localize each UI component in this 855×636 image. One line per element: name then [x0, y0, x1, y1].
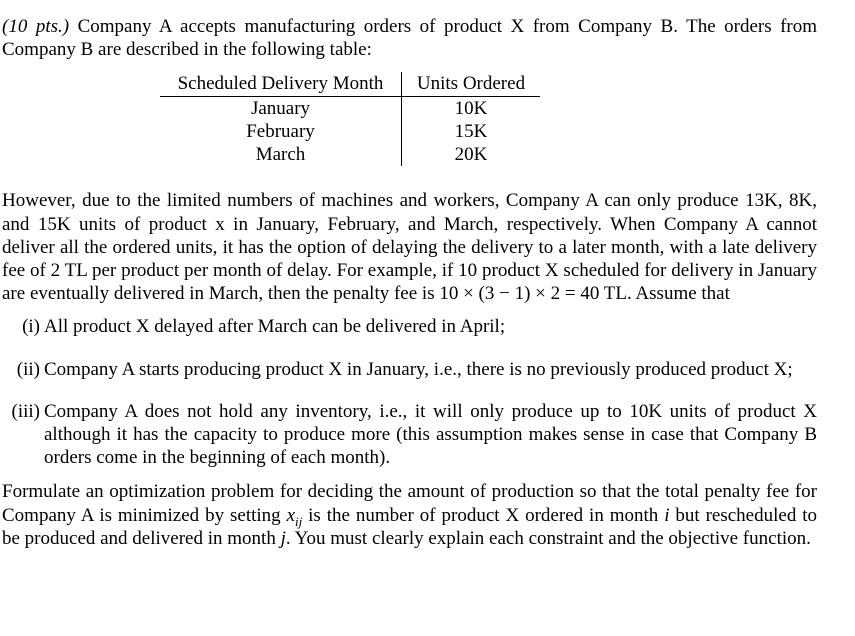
table-header-row	[160, 72, 540, 96]
variable-j: j	[280, 527, 286, 549]
problem-document	[2, 15, 817, 550]
points-label: (10 pts.)	[2, 16, 70, 37]
list-item	[2, 400, 817, 470]
table-row	[160, 96, 540, 120]
month-cell: March	[160, 143, 402, 166]
variable-x: $x_{ij}$	[286, 504, 303, 529]
header-units-ordered: Units Ordered	[402, 72, 541, 96]
units-cell: 15K	[454, 120, 488, 142]
list-item	[2, 315, 817, 338]
list-marker: (iii)	[11, 400, 40, 422]
header-scheduled-month: Scheduled Delivery Month	[160, 72, 402, 96]
variable-i: i	[664, 504, 670, 526]
constraints-paragraph: However, due to the limited numbers of machines and workers, Company A can only produce 13K, 8K, and 15K units of product x in January, February, and March, respectively. When Company A cannot deliver all the ordered units, it has the option of delaying the delivery to a later month, with a late delivery fee of 2 TL per product per month of delay. For example, if 10 product X scheduled for delivery in January are eventually delivered in March, then the penalty fee is 10 × (3 − 1) × 2 = 40 TL. Assume that	[2, 190, 817, 305]
list-marker: (ii)	[16, 358, 40, 380]
problem-intro	[2, 15, 817, 61]
orders-table-container	[160, 72, 543, 164]
month-cell: January	[160, 96, 402, 120]
list-marker: (i)	[22, 316, 40, 338]
units-cell: 20K	[454, 144, 488, 166]
list-item	[2, 358, 817, 381]
units-cell: 10K	[454, 97, 488, 119]
assumptions-list	[2, 315, 817, 469]
orders-table	[160, 72, 540, 166]
list-item-text: All product X delayed after March can be delivered in April;	[44, 316, 506, 338]
intro-text: Company A accepts manufacturing orders of product X from Company B. The orders from Company B are described in the following table:	[2, 16, 818, 61]
table-row	[160, 143, 540, 166]
list-item-text: Company A does not hold any inventory, i.e., it will only produce up to 10K units of product X although it has the capacity to produce more (this assumption makes sense in case that Company B orders come in the beginning of each month).	[44, 400, 817, 469]
list-item-text: Company A starts producing product X in January, i.e., there is no previously produced product X;	[44, 358, 793, 380]
table-row	[160, 120, 540, 143]
month-cell: February	[160, 120, 402, 143]
formulation-instructions: Formulate an optimization problem for deciding the amount of production so that the total penalty fee for Company A is minimized by setting $x_{ij}$ is the number of product X ordered in month i but rescheduled to be produced and delivered in month j. You must clearly explain each constraint and the objective function.	[2, 481, 818, 549]
